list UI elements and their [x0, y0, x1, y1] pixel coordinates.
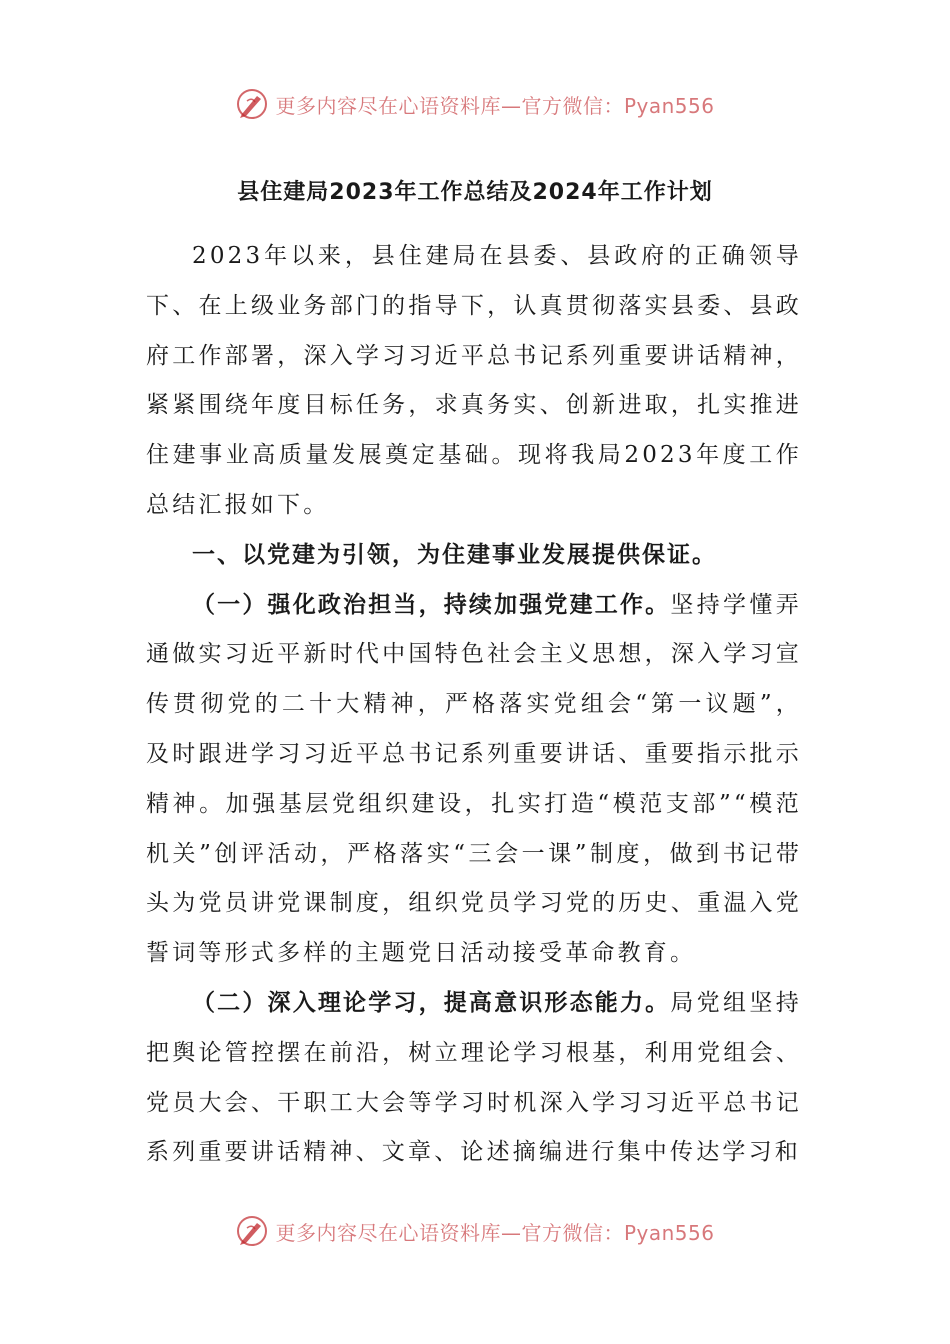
watermark-text: 更多内容尽在心语资料库—官方微信：Pyan556 — [275, 1220, 715, 1245]
page-title: 县住建局2023年工作总结及2024年工作计划 — [237, 180, 713, 205]
watermark-text: 更多内容尽在心语资料库—官方微信：Pyan556 — [275, 93, 715, 118]
item-2-lead: （二）深入理论学习，提高意识形态能力。 — [192, 989, 671, 1016]
item-paragraph-2 — [146, 979, 802, 1178]
item-paragraph-1 — [146, 581, 802, 979]
intro-paragraph: 2023年以来，县住建局在县委、县政府的正确领导下、在上级业务部门的指导下，认真贯彻落实县委、县政府工作部署，深入学习习近平总书记系列重要讲话精神，紧紧围绕年度目标任务，求真务实、创新进取，扎实推进住建事业高质量发展奠定基础。现将我局2023年度工作总结汇报如下。 — [146, 243, 802, 518]
section-heading: 一、以党建为引领，为住建事业发展提供保证。 — [192, 541, 717, 568]
item-2-body: 局党组坚持把舆论管控摆在前沿，树立理论学习根基，利用党组会、党员大会、干职工大会等学习时机深入学习习近平总书记系列重要讲话精神、文章、论述摘编进行集中传达学习和 — [146, 989, 803, 1166]
document-body — [146, 232, 802, 1178]
pen-logo-icon — [235, 87, 269, 121]
watermark-footer — [0, 1211, 950, 1251]
watermark-header — [0, 84, 950, 124]
pen-logo-icon — [235, 1214, 269, 1248]
item-1-lead: （一）强化政治担当，持续加强党建工作。 — [192, 591, 671, 618]
item-1-body: 坚持学懂弄通做实习近平新时代中国特色社会主义思想，深入学习宣传贯彻党的二十大精神，严格落实党组会“第一议题”，及时跟进学习习近平总书记系列重要讲话、重要指示批示精神。加强基层党组织建设，扎实打造“模范支部”“模范机关”创评活动，严格落实“三会一课”制度，做到书记带头为党员讲党课制度，组织党员学习党的历史、重温入党誓词等形式多样的主题党日活动接受革命教育。 — [146, 591, 803, 967]
